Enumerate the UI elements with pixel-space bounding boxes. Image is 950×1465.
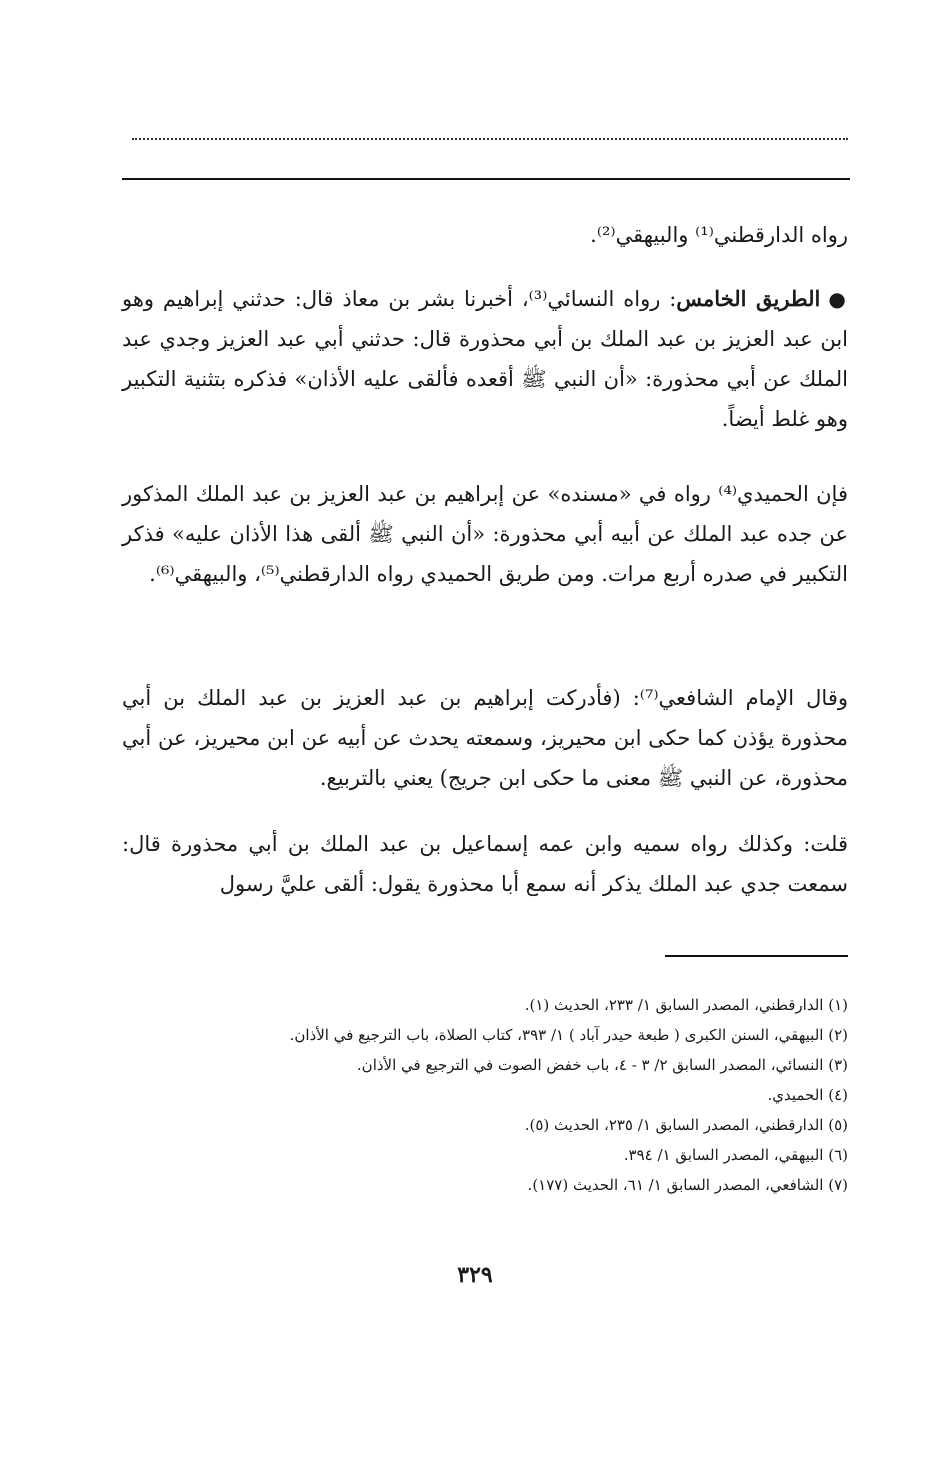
header-dotted-line <box>132 138 848 140</box>
footnote-2: (٢) البيهقي، السنن الكبرى ( طبعة حيدر آباد ) ١/ ٣٩٣، كتاب الصلاة، باب الترجيع في الأذان. <box>289 1026 848 1044</box>
footnote-6: (٦) البيهقي، المصدر السابق ١/ ٣٩٤. <box>623 1146 848 1164</box>
footnote-4: (٤) الحميدي. <box>767 1086 848 1104</box>
footnote-5: (٥) الدارقطني، المصدر السابق ١/ ٢٣٥، الحديث (٥). <box>524 1116 848 1134</box>
footnote-1: (١) الدارقطني، المصدر السابق ١/ ٢٣٣، الحديث (١). <box>524 996 848 1014</box>
paragraph-2 <box>122 279 848 439</box>
footnote-7: (٧) الشافعي، المصدر السابق ١/ ٦١، الحديث (١٧٧). <box>527 1176 848 1194</box>
bullet-icon: ● <box>828 287 848 311</box>
paragraph-3-text: فإن الحميدي⁽⁴⁾ رواه في «مسنده» عن إبراهيم بن عبد العزيز بن عبد الملك المذكور عن جده عبد الملك عن أبيه أبي محذورة: «أن النبي ﷺ ألقى هذا الأذان عليه» فذكر التكبير في صدره أربع مرات. ومن طريق الحميدي رواه الدارقطني⁽⁵⁾، والبيهقي⁽⁶⁾. <box>122 482 848 586</box>
paragraph-4-text: وقال الإمام الشافعي⁽⁷⁾: (فأدركت إبراهيم بن عبد العزيز بن عبد الملك بن أبي محذورة يؤذن كما حكى ابن محيريز، وسمعته يحدث عن أبيه عن ابن محيريز، عن أبي محذورة، عن النبي ﷺ معنى ما حكى ابن جريج) يعني بالتربيع. <box>122 686 849 790</box>
page-number: ٣٢٩ <box>457 1262 493 1288</box>
footnotes <box>140 990 848 1200</box>
paragraph-4 <box>122 678 848 798</box>
footnote-rule <box>665 955 848 957</box>
paragraph-1 <box>122 215 848 255</box>
footnote-3: (٣) النسائي، المصدر السابق ٢/ ٣ - ٤، باب خفض الصوت في الترجيع في الأذان. <box>356 1056 848 1074</box>
paragraph-3 <box>122 474 848 594</box>
section-heading: الطريق الخامس <box>676 286 821 311</box>
paragraph-2-text: : رواه النسائي⁽³⁾، أخبرنا بشر بن معاذ قال: حدثني إبراهيم وهو ابن عبد العزيز بن عبد الملك بن أبي محذورة قال: حدثني أبي عبد العزيز وجدي عبد الملك عن أبي محذورة: «أن النبي ﷺ أقعده فألقى عليه الأذان» فذكره بتثنية التكبير وهو غلط أيضاً. <box>122 287 848 431</box>
paragraph-5 <box>122 824 848 904</box>
paragraph-1-text: رواه الدارقطني⁽¹⁾ والبيهقي⁽²⁾. <box>590 223 848 247</box>
header-rule <box>122 178 850 180</box>
paragraph-5-text: قلت: وكذلك رواه سميه وابن عمه إسماعيل بن عبد الملك بن أبي محذورة قال: سمعت جدي عبد الملك يذكر أنه سمع أبا محذورة يقول: ألقى عليَّ رسول <box>122 832 848 896</box>
